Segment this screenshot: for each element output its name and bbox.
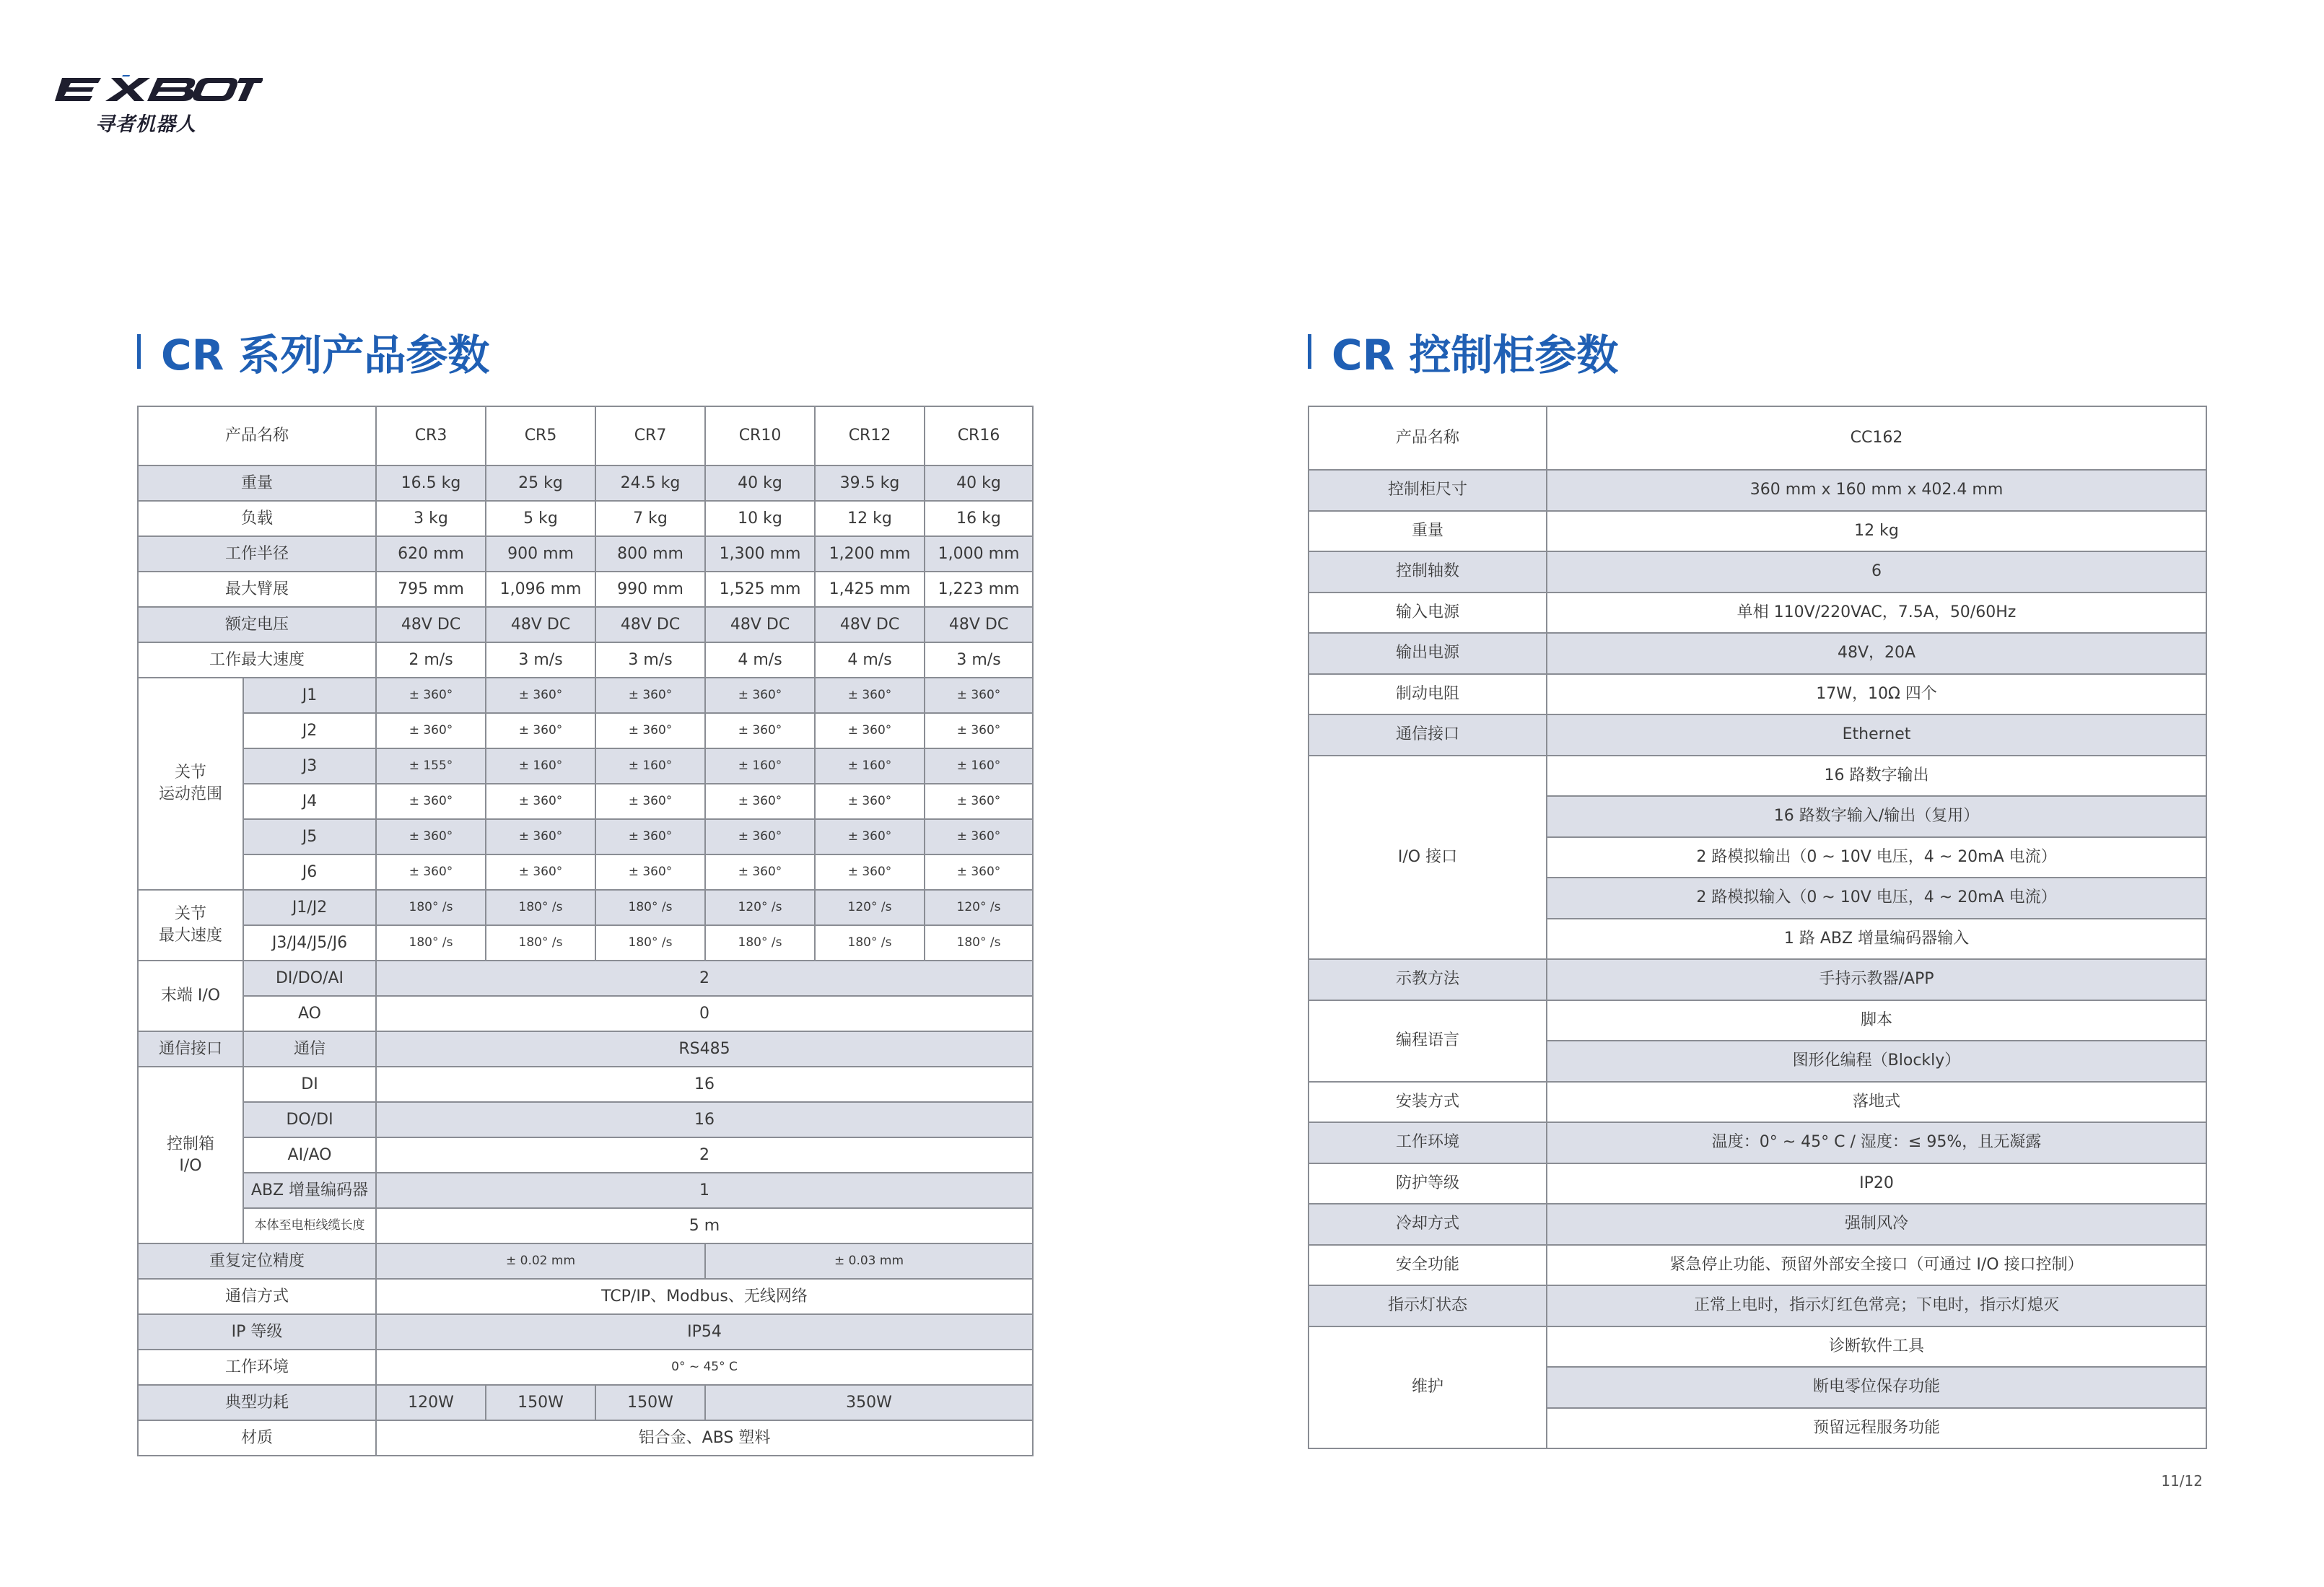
table-cell: 7 kg: [595, 501, 705, 536]
group-label: 关节 运动范围: [138, 678, 243, 890]
header-cell: CR10: [705, 406, 815, 465]
table-cell: AO: [243, 996, 376, 1031]
table-cell: 强制风冷: [1547, 1204, 2206, 1245]
table-cell: ± 360°: [376, 784, 486, 819]
table-row: [138, 465, 1033, 501]
table-cell: 180° /s: [595, 890, 705, 925]
table-cell: ± 360°: [925, 819, 1033, 854]
title-accent-bar: [137, 334, 141, 369]
table-row: [1309, 1000, 2206, 1041]
table-cell: 900 mm: [486, 536, 595, 572]
header-cell: CR16: [925, 406, 1033, 465]
table-cell: 16 路数字输入/输出（复用）: [1547, 796, 2206, 837]
table-cell: 24.5 kg: [595, 465, 705, 501]
table-cell: 12 kg: [815, 501, 925, 536]
table-cell: 16: [376, 1102, 1033, 1137]
table-cell: 诊断软件工具: [1547, 1326, 2206, 1368]
table-row: [1309, 1326, 2206, 1368]
table-row: [1309, 1163, 2206, 1205]
table-cell: J3/J4/J5/J6: [243, 925, 376, 961]
table-row: [138, 748, 1033, 784]
table-cell: DI: [243, 1067, 376, 1102]
page-number: 11/12: [2161, 1472, 2203, 1490]
cr-series-spec-table: [137, 406, 1034, 1456]
table-cell: 48V DC: [595, 607, 705, 642]
table-cell: 单相 110V/220VAC，7.5A，50/60Hz: [1547, 593, 2206, 634]
table-cell: ± 360°: [595, 678, 705, 713]
row-label: 通信方式: [138, 1279, 376, 1314]
header-cell: CR7: [595, 406, 705, 465]
row-label: 工作环境: [1309, 1122, 1547, 1163]
group-label: 末端 I/O: [138, 961, 243, 1031]
row-label: 材质: [138, 1420, 376, 1456]
table-cell: 10 kg: [705, 501, 815, 536]
table-row: [138, 1137, 1033, 1173]
table-cell: ± 360°: [815, 819, 925, 854]
table-cell: ± 160°: [705, 748, 815, 784]
table-cell: 25 kg: [486, 465, 595, 501]
table-row: [138, 1350, 1033, 1385]
table-cell: 17W，10Ω 四个: [1547, 674, 2206, 715]
table-cell: J6: [243, 854, 376, 890]
brand-logo: [53, 75, 263, 136]
table-cell: 正常上电时，指示灯红色常亮；下电时，指示灯熄灭: [1547, 1285, 2206, 1326]
table-cell: ± 160°: [486, 748, 595, 784]
table-cell: 1,096 mm: [486, 572, 595, 607]
table-cell: 180° /s: [925, 925, 1033, 961]
table-cell: 断电零位保存功能: [1547, 1367, 2206, 1408]
logo-subtitle: 寻者机器人: [95, 113, 196, 136]
table-cell: 120° /s: [925, 890, 1033, 925]
row-label: 示教方法: [1309, 959, 1547, 1000]
table-row: [1309, 1122, 2206, 1163]
table-row: [138, 996, 1033, 1031]
controller-spec-table: [1308, 406, 2207, 1449]
table-cell: 48V DC: [486, 607, 595, 642]
table-row: [138, 819, 1033, 854]
table-cell: 990 mm: [595, 572, 705, 607]
table-cell: ± 360°: [486, 854, 595, 890]
table-cell: 1,223 mm: [925, 572, 1033, 607]
table-cell: 0° ~ 45° C: [376, 1350, 1033, 1385]
row-label: 工作半径: [138, 536, 376, 572]
row-label: 冷却方式: [1309, 1204, 1547, 1245]
cr-series-title: [137, 326, 490, 380]
table-cell: 4 m/s: [815, 642, 925, 678]
table-row: [138, 1420, 1033, 1456]
table-cell: 本体至电柜线缆长度: [243, 1208, 376, 1243]
row-label: 最大臂展: [138, 572, 376, 607]
table-cell: 预留远程服务功能: [1547, 1408, 2206, 1449]
table-cell: J2: [243, 713, 376, 748]
table-cell: 180° /s: [595, 925, 705, 961]
table-cell: 5 m: [376, 1208, 1033, 1243]
exbot-logo-icon: [53, 75, 263, 104]
table-cell: ± 360°: [486, 784, 595, 819]
row-label: IP 等级: [138, 1314, 376, 1350]
table-cell: Ethernet: [1547, 714, 2206, 756]
table-cell: 图形化编程（Blockly）: [1547, 1041, 2206, 1082]
table-cell: 360 mm x 160 mm x 402.4 mm: [1547, 470, 2206, 511]
table-cell: 150W: [595, 1385, 705, 1420]
table-cell: 180° /s: [376, 925, 486, 961]
table-cell: 手持示教器/APP: [1547, 959, 2206, 1000]
group-label: 控制箱 I/O: [138, 1067, 243, 1243]
table-row: [138, 1102, 1033, 1137]
table-cell: 16 kg: [925, 501, 1033, 536]
table-cell: 温度：0° ~ 45° C / 湿度：≤ 95%，且无凝露: [1547, 1122, 2206, 1163]
table-cell: 180° /s: [486, 890, 595, 925]
table-cell: 1,300 mm: [705, 536, 815, 572]
table-cell: ± 155°: [376, 748, 486, 784]
table-cell: 1,000 mm: [925, 536, 1033, 572]
table-cell: ± 360°: [815, 854, 925, 890]
table-row: [138, 713, 1033, 748]
table-cell: ± 160°: [925, 748, 1033, 784]
table-cell: ± 360°: [815, 713, 925, 748]
table-row: [138, 1208, 1033, 1243]
table-header-row: [138, 406, 1033, 465]
table-cell: 1,525 mm: [705, 572, 815, 607]
table-cell: IP20: [1547, 1163, 2206, 1205]
table-cell: 180° /s: [486, 925, 595, 961]
table-cell: J4: [243, 784, 376, 819]
row-label: 控制柜尺寸: [1309, 470, 1547, 511]
group-label: 通信接口: [138, 1031, 243, 1067]
table-cell: DO/DI: [243, 1102, 376, 1137]
table-cell: DI/DO/AI: [243, 961, 376, 996]
table-cell: 48V，20A: [1547, 633, 2206, 674]
header-cell: CR3: [376, 406, 486, 465]
table-cell: 3 m/s: [595, 642, 705, 678]
table-cell: ± 360°: [595, 819, 705, 854]
table-cell: 6: [1547, 551, 2206, 593]
header-cell: 产品名称: [1309, 406, 1547, 470]
table-row: [138, 536, 1033, 572]
table-row: [1309, 714, 2206, 756]
table-cell: 2 路模拟输入（0 ~ 10V 电压，4 ~ 20mA 电流）: [1547, 878, 2206, 919]
table-cell: ± 360°: [595, 784, 705, 819]
table-cell: ± 360°: [705, 678, 815, 713]
table-cell: 16: [376, 1067, 1033, 1102]
table-cell: 4 m/s: [705, 642, 815, 678]
table-row: [1309, 756, 2206, 797]
table-cell: 12 kg: [1547, 511, 2206, 552]
table-cell: J5: [243, 819, 376, 854]
row-label: 重量: [1309, 511, 1547, 552]
table-row: [138, 890, 1033, 925]
table-row: [138, 1243, 1033, 1279]
table-cell: ± 360°: [376, 678, 486, 713]
table-header-row: [1309, 406, 2206, 470]
group-label: 维护: [1309, 1326, 1547, 1449]
table-row: [138, 572, 1033, 607]
table-row: [1309, 593, 2206, 634]
table-cell: 1 路 ABZ 增量编码器输入: [1547, 919, 2206, 960]
table-cell: ± 360°: [595, 713, 705, 748]
table-cell: ± 0.02 mm: [376, 1243, 705, 1279]
table-cell: ± 360°: [705, 713, 815, 748]
table-row: [138, 784, 1033, 819]
table-row: [1309, 470, 2206, 511]
table-cell: ± 360°: [925, 713, 1033, 748]
table-row: [138, 607, 1033, 642]
table-cell: 3 kg: [376, 501, 486, 536]
table-row: [138, 854, 1033, 890]
table-cell: ± 0.03 mm: [705, 1243, 1033, 1279]
table-cell: J3: [243, 748, 376, 784]
table-cell: 3 m/s: [486, 642, 595, 678]
row-label: 重量: [138, 465, 376, 501]
controller-title: [1308, 326, 1619, 380]
table-cell: 350W: [705, 1385, 1033, 1420]
table-cell: ± 360°: [925, 678, 1033, 713]
table-cell: AI/AO: [243, 1137, 376, 1173]
table-cell: 1,425 mm: [815, 572, 925, 607]
table-cell: 180° /s: [705, 925, 815, 961]
controller-title-text: CR 控制柜参数: [1332, 331, 1619, 380]
row-label: 通信接口: [1309, 714, 1547, 756]
table-row: [1309, 551, 2206, 593]
table-row: [1309, 1204, 2206, 1245]
table-row: [138, 678, 1033, 713]
group-label: I/O 接口: [1309, 756, 1547, 960]
table-cell: 620 mm: [376, 536, 486, 572]
row-label: 额定电压: [138, 607, 376, 642]
row-label: 重复定位精度: [138, 1243, 376, 1279]
table-row: [138, 1385, 1033, 1420]
cr-series-title-text: CR 系列产品参数: [161, 331, 490, 380]
table-cell: 48V DC: [705, 607, 815, 642]
header-cell: 产品名称: [138, 406, 376, 465]
group-label: 关节 最大速度: [138, 890, 243, 961]
table-row: [138, 1031, 1033, 1067]
table-cell: 落地式: [1547, 1082, 2206, 1123]
table-row: [138, 1067, 1033, 1102]
table-cell: ± 360°: [705, 784, 815, 819]
table-cell: 120° /s: [705, 890, 815, 925]
title-accent-bar: [1308, 334, 1311, 369]
row-label: 输出电源: [1309, 633, 1547, 674]
table-cell: ± 360°: [595, 854, 705, 890]
table-cell: ± 360°: [925, 784, 1033, 819]
table-row: [1309, 511, 2206, 552]
table-cell: 48V DC: [925, 607, 1033, 642]
table-row: [138, 1279, 1033, 1314]
table-cell: 40 kg: [705, 465, 815, 501]
table-row: [138, 1314, 1033, 1350]
table-cell: 2 m/s: [376, 642, 486, 678]
header-cell: CC162: [1547, 406, 2206, 470]
table-row: [1309, 1082, 2206, 1123]
table-cell: ± 360°: [705, 854, 815, 890]
header-cell: CR12: [815, 406, 925, 465]
table-cell: ABZ 增量编码器: [243, 1173, 376, 1208]
table-cell: ± 360°: [815, 784, 925, 819]
table-cell: 150W: [486, 1385, 595, 1420]
row-label: 工作环境: [138, 1350, 376, 1385]
table-cell: ± 360°: [376, 819, 486, 854]
table-cell: J1: [243, 678, 376, 713]
row-label: 防护等级: [1309, 1163, 1547, 1205]
table-row: [138, 501, 1033, 536]
table-cell: ± 360°: [815, 678, 925, 713]
table-cell: 脚本: [1547, 1000, 2206, 1041]
table-cell: 0: [376, 996, 1033, 1031]
table-cell: ± 360°: [376, 854, 486, 890]
table-cell: 180° /s: [815, 925, 925, 961]
table-cell: 795 mm: [376, 572, 486, 607]
group-label: 编程语言: [1309, 1000, 1547, 1082]
table-cell: ± 360°: [486, 713, 595, 748]
table-row: [138, 925, 1033, 961]
table-cell: 48V DC: [815, 607, 925, 642]
table-row: [1309, 674, 2206, 715]
table-row: [138, 961, 1033, 996]
table-cell: 16 路数字输出: [1547, 756, 2206, 797]
row-label: 安装方式: [1309, 1082, 1547, 1123]
table-row: [1309, 1245, 2206, 1286]
table-cell: 1,200 mm: [815, 536, 925, 572]
table-cell: 39.5 kg: [815, 465, 925, 501]
table-cell: 48V DC: [376, 607, 486, 642]
row-label: 指示灯状态: [1309, 1285, 1547, 1326]
table-cell: 5 kg: [486, 501, 595, 536]
table-cell: 3 m/s: [925, 642, 1033, 678]
table-cell: 1: [376, 1173, 1033, 1208]
table-cell: 120° /s: [815, 890, 925, 925]
table-cell: ± 160°: [815, 748, 925, 784]
table-cell: 铝合金、ABS 塑料: [376, 1420, 1033, 1456]
row-label: 典型功耗: [138, 1385, 376, 1420]
table-cell: 通信: [243, 1031, 376, 1067]
row-label: 输入电源: [1309, 593, 1547, 634]
table-cell: 40 kg: [925, 465, 1033, 501]
table-cell: ± 360°: [925, 854, 1033, 890]
table-cell: RS485: [376, 1031, 1033, 1067]
table-cell: ± 160°: [595, 748, 705, 784]
table-cell: 180° /s: [376, 890, 486, 925]
table-cell: 16.5 kg: [376, 465, 486, 501]
table-cell: ± 360°: [486, 678, 595, 713]
table-row: [1309, 633, 2206, 674]
table-row: [138, 1173, 1033, 1208]
table-row: [1309, 959, 2206, 1000]
table-cell: ± 360°: [376, 713, 486, 748]
table-cell: ± 360°: [486, 819, 595, 854]
row-label: 工作最大速度: [138, 642, 376, 678]
table-cell: 2 路模拟输出（0 ~ 10V 电压，4 ~ 20mA 电流）: [1547, 837, 2206, 878]
row-label: 控制轴数: [1309, 551, 1547, 593]
header-cell: CR5: [486, 406, 595, 465]
table-cell: 800 mm: [595, 536, 705, 572]
table-cell: J1/J2: [243, 890, 376, 925]
row-label: 负载: [138, 501, 376, 536]
row-label: 制动电阻: [1309, 674, 1547, 715]
table-cell: TCP/IP、Modbus、无线网络: [376, 1279, 1033, 1314]
table-row: [138, 642, 1033, 678]
table-row: [1309, 1285, 2206, 1326]
table-cell: 120W: [376, 1385, 486, 1420]
table-cell: 2: [376, 1137, 1033, 1173]
table-cell: 2: [376, 961, 1033, 996]
table-cell: 紧急停止功能、预留外部安全接口（可通过 I/O 接口控制）: [1547, 1245, 2206, 1286]
table-cell: ± 360°: [705, 819, 815, 854]
row-label: 安全功能: [1309, 1245, 1547, 1286]
table-cell: IP54: [376, 1314, 1033, 1350]
